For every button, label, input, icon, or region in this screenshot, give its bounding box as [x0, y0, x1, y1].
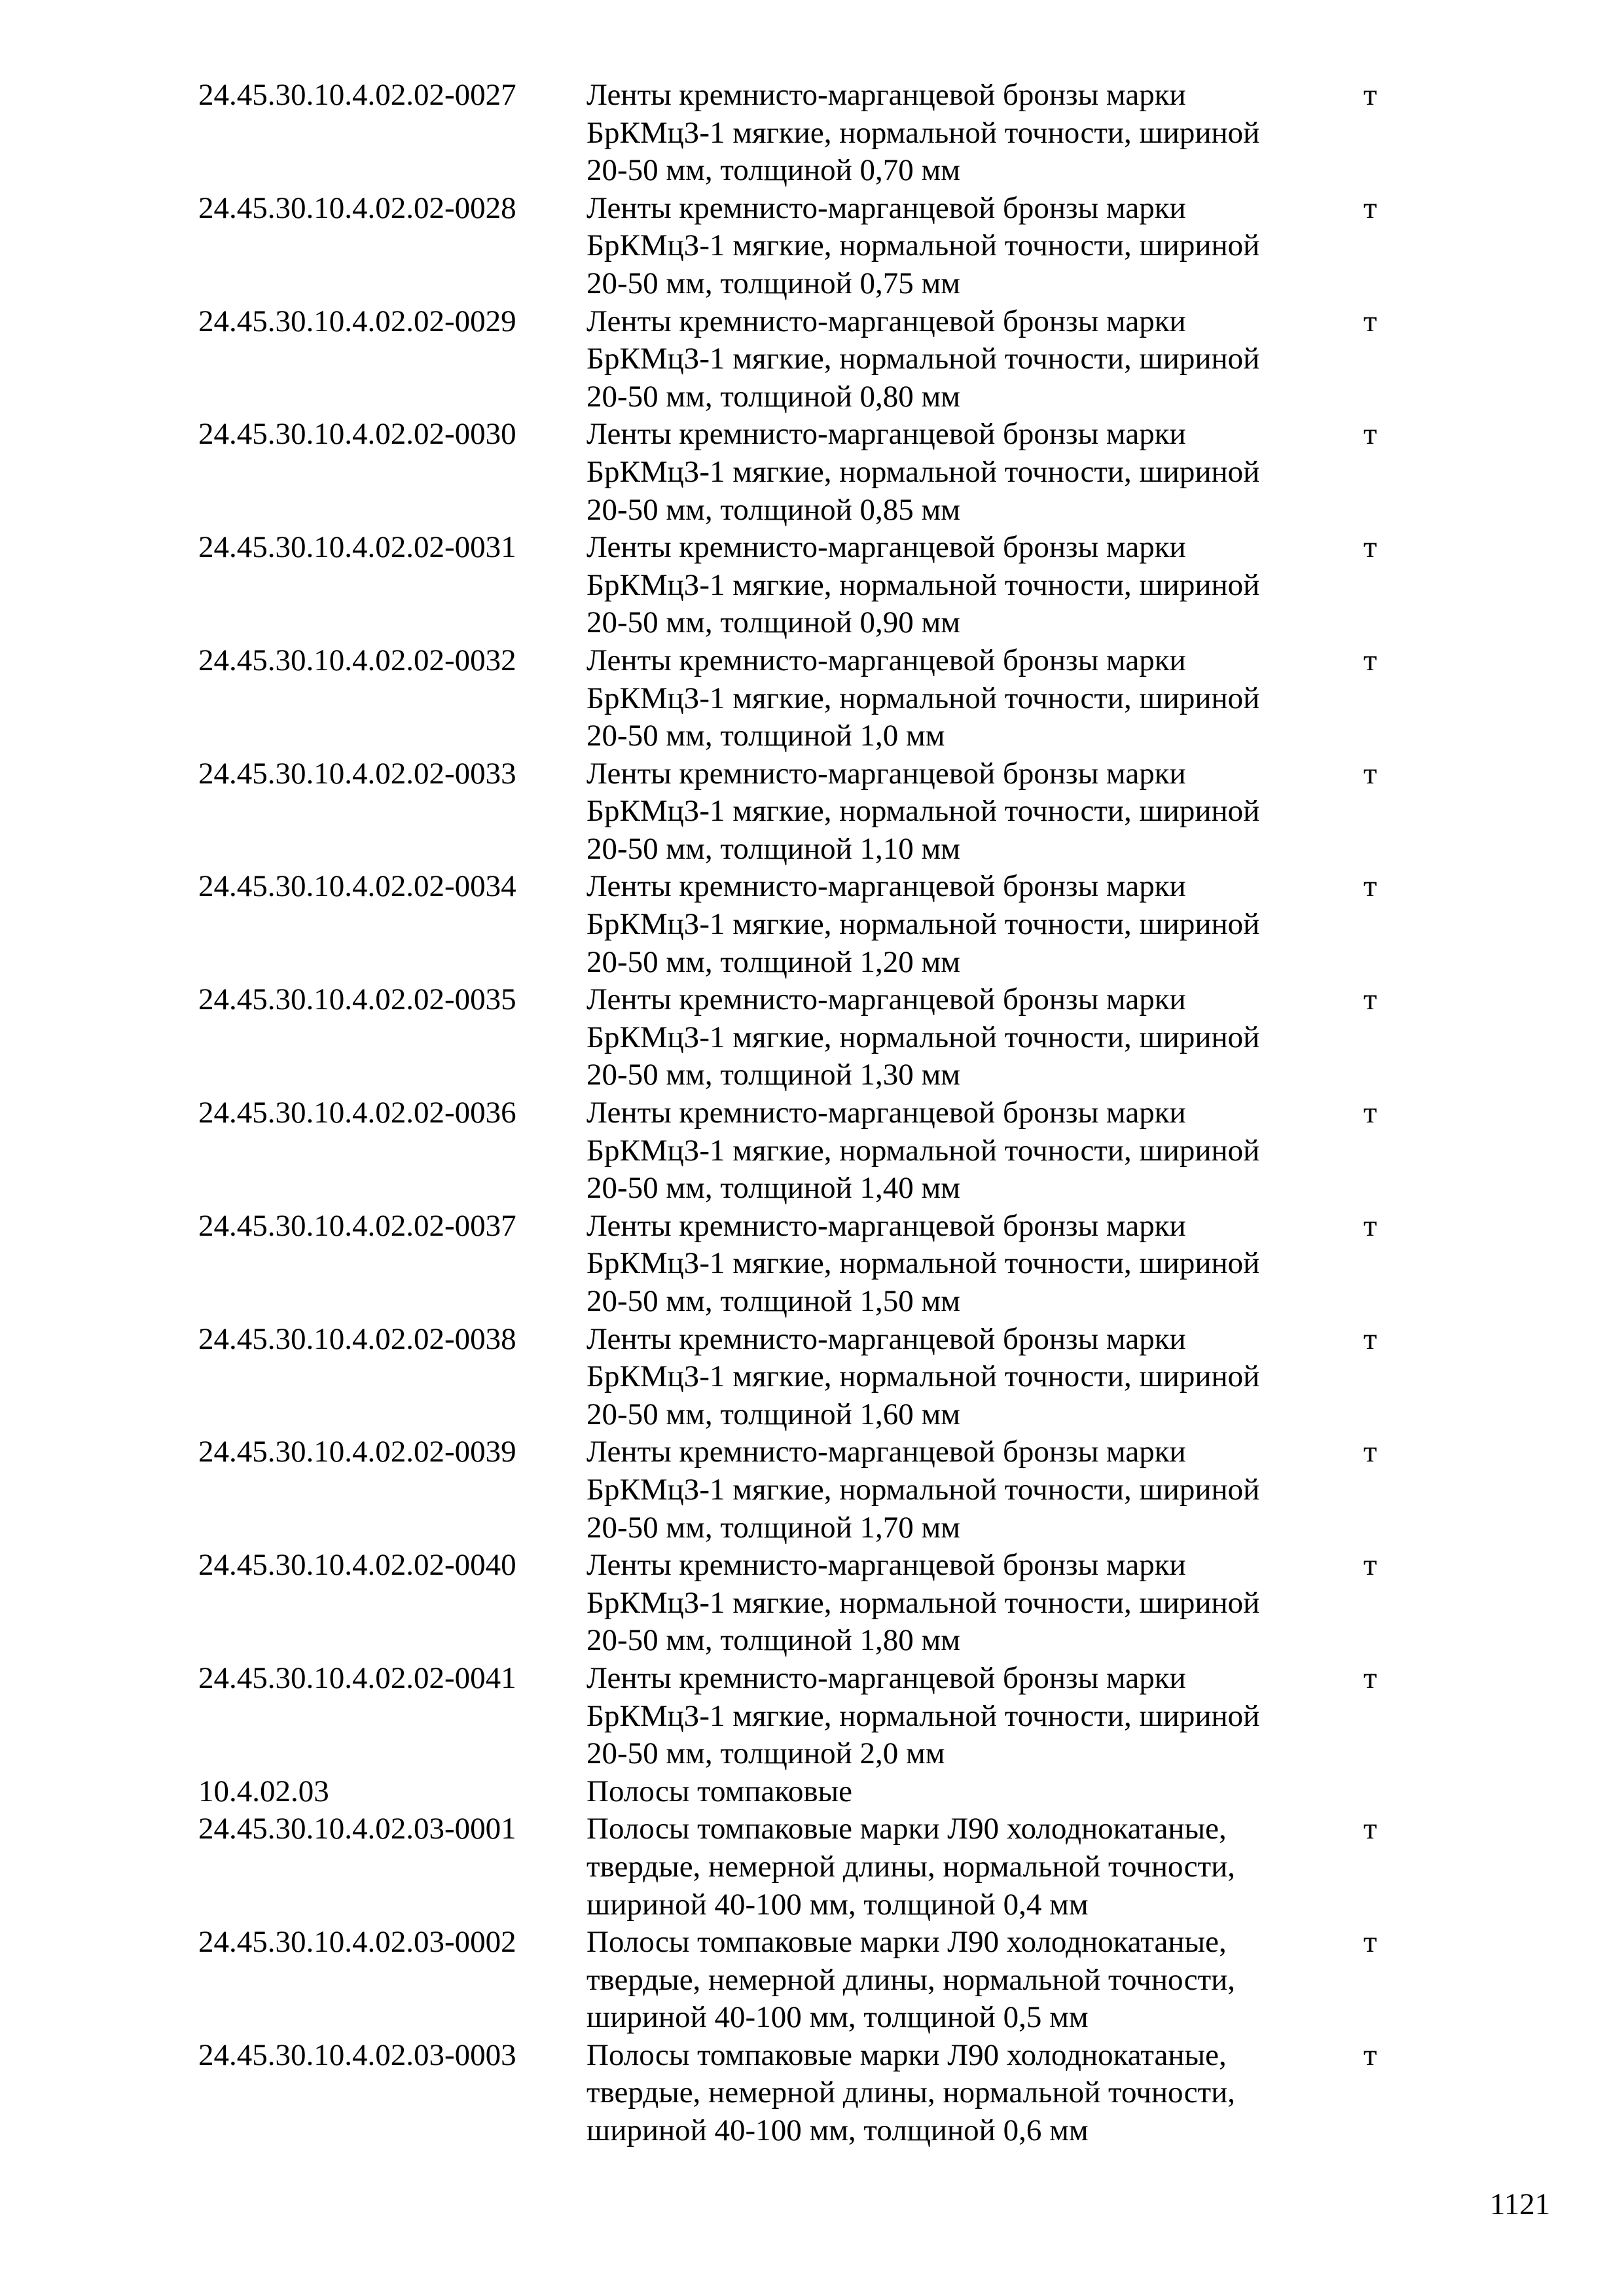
resource-code: 24.45.30.10.4.02.02-0037 [198, 1208, 516, 1243]
resource-code: 24.45.30.10.4.02.03-0003 [198, 2037, 516, 2072]
resource-unit: т [1363, 1925, 1377, 1960]
section-code: 10.4.02.03 [198, 1774, 329, 1808]
resource-unit: т [1363, 530, 1377, 565]
page-number: 1121 [1490, 2187, 1551, 2221]
resource-unit: т [1363, 304, 1377, 338]
table-row [0, 1810, 1624, 1924]
resource-description: Ленты кремнисто-марганцевой бронзы марки БрКМцЗ-1 мягкие, нормальной точности, шириной 20-50 мм, толщиной 1,50 мм [586, 1208, 1260, 1318]
section-title: Полосы томпаковые [586, 1774, 852, 1808]
resource-description: Ленты кремнисто-марганцевой бронзы марки БрКМцЗ-1 мягкие, нормальной точности, шириной 20-50 мм, толщиной 1,20 мм [586, 869, 1260, 979]
table-row [0, 529, 1624, 642]
table-row [0, 416, 1624, 529]
resource-unit: т [1363, 417, 1377, 452]
resource-description: Ленты кремнисто-марганцевой бронзы марки БрКМцЗ-1 мягкие, нормальной точности, шириной 20-50 мм, толщиной 1,40 мм [586, 1096, 1260, 1206]
resource-code: 24.45.30.10.4.02.02-0034 [198, 869, 516, 904]
resource-code: 24.45.30.10.4.02.02-0035 [198, 982, 516, 1017]
resource-description: Ленты кремнисто-марганцевой бронзы марки БрКМцЗ-1 мягкие, нормальной точности, шириной 20-50 мм, толщиной 0,90 мм [586, 530, 1260, 640]
resource-unit: т [1363, 1321, 1377, 1356]
resource-code: 24.45.30.10.4.02.02-0028 [198, 190, 516, 225]
resource-description: Полосы томпаковые марки Л90 холоднокатаные, твердые, немерной длины, нормальной точности, шириной 40-100 мм, толщиной 0,6 мм [586, 2037, 1236, 2148]
table-row [0, 190, 1624, 303]
resource-code: 24.45.30.10.4.02.03-0001 [198, 1812, 516, 1846]
table-row [0, 1094, 1624, 1208]
table-row [0, 303, 1624, 416]
resource-description: Ленты кремнисто-марганцевой бронзы марки БрКМцЗ-1 мягкие, нормальной точности, шириной 20-50 мм, толщиной 1,10 мм [586, 756, 1260, 866]
resource-description: Полосы томпаковые марки Л90 холоднокатаные, твердые, немерной длины, нормальной точности, шириной 40-100 мм, толщиной 0,5 мм [586, 1925, 1236, 2035]
resource-unit: т [1363, 869, 1377, 904]
resource-code: 24.45.30.10.4.02.02-0036 [198, 1096, 516, 1130]
resource-description: Ленты кремнисто-марганцевой бронзы марки БрКМцЗ-1 мягкие, нормальной точности, шириной 20-50 мм, толщиной 1,30 мм [586, 982, 1260, 1092]
table-row [0, 1433, 1624, 1547]
resource-description: Ленты кремнисто-марганцевой бронзы марки БрКМцЗ-1 мягкие, нормальной точности, шириной 20-50 мм, толщиной 2,0 мм [586, 1660, 1260, 1771]
resource-unit: т [1363, 982, 1377, 1017]
table-row [0, 1660, 1624, 1773]
resource-unit: т [1363, 1812, 1377, 1846]
resource-description: Ленты кремнисто-марганцевой бронзы марки БрКМцЗ-1 мягкие, нормальной точности, шириной 20-50 мм, толщиной 1,80 мм [586, 1548, 1260, 1658]
resource-code: 24.45.30.10.4.02.02-0038 [198, 1321, 516, 1356]
resource-unit: т [1363, 756, 1377, 791]
resource-unit: т [1363, 2037, 1377, 2072]
resource-code: 24.45.30.10.4.02.03-0002 [198, 1925, 516, 1960]
resource-unit: т [1363, 643, 1377, 677]
table-row [0, 868, 1624, 981]
resource-description: Ленты кремнисто-марганцевой бронзы марки БрКМцЗ-1 мягкие, нормальной точности, шириной 20-50 мм, толщиной 1,0 мм [586, 643, 1260, 753]
resource-description: Ленты кремнисто-марганцевой бронзы марки БрКМцЗ-1 мягкие, нормальной точности, шириной 20-50 мм, толщиной 0,70 мм [586, 78, 1260, 188]
table-row [0, 1321, 1624, 1434]
resource-unit: т [1363, 1208, 1377, 1243]
resource-description: Ленты кремнисто-марганцевой бронзы марки БрКМцЗ-1 мягкие, нормальной точности, шириной 20-50 мм, толщиной 1,60 мм [586, 1321, 1260, 1431]
resource-table [0, 77, 1624, 2150]
resource-code: 24.45.30.10.4.02.02-0040 [198, 1548, 516, 1583]
resource-code: 24.45.30.10.4.02.02-0039 [198, 1435, 516, 1469]
table-row [0, 77, 1624, 190]
resource-code: 24.45.30.10.4.02.02-0030 [198, 417, 516, 452]
resource-unit: т [1363, 1435, 1377, 1469]
resource-code: 24.45.30.10.4.02.02-0031 [198, 530, 516, 565]
resource-description: Полосы томпаковые марки Л90 холоднокатаные, твердые, немерной длины, нормальной точности, шириной 40-100 мм, толщиной 0,4 мм [586, 1812, 1236, 1922]
resource-code: 24.45.30.10.4.02.02-0033 [198, 756, 516, 791]
resource-unit: т [1363, 1660, 1377, 1695]
resource-description: Ленты кремнисто-марганцевой бронзы марки БрКМцЗ-1 мягкие, нормальной точности, шириной 20-50 мм, толщиной 0,85 мм [586, 417, 1260, 527]
section-heading-row [0, 1773, 1624, 1811]
resource-description: Ленты кремнисто-марганцевой бронзы марки БрКМцЗ-1 мягкие, нормальной точности, шириной 20-50 мм, толщиной 0,80 мм [586, 304, 1260, 414]
table-row [0, 981, 1624, 1094]
resource-code: 24.45.30.10.4.02.02-0027 [198, 78, 516, 112]
table-row [0, 642, 1624, 755]
resource-code: 24.45.30.10.4.02.02-0032 [198, 643, 516, 677]
table-row [0, 2037, 1624, 2150]
resource-unit: т [1363, 1548, 1377, 1583]
resource-description: Ленты кремнисто-марганцевой бронзы марки БрКМцЗ-1 мягкие, нормальной точности, шириной 20-50 мм, толщиной 1,70 мм [586, 1435, 1260, 1545]
table-row [0, 1924, 1624, 2037]
resource-description: Ленты кремнисто-марганцевой бронзы марки БрКМцЗ-1 мягкие, нормальной точности, шириной 20-50 мм, толщиной 0,75 мм [586, 190, 1260, 300]
resource-code: 24.45.30.10.4.02.02-0041 [198, 1660, 516, 1695]
table-row [0, 1208, 1624, 1321]
table-row [0, 1547, 1624, 1660]
resource-unit: т [1363, 1096, 1377, 1130]
resource-code: 24.45.30.10.4.02.02-0029 [198, 304, 516, 338]
resource-unit: т [1363, 190, 1377, 225]
resource-unit: т [1363, 78, 1377, 112]
table-row [0, 755, 1624, 869]
